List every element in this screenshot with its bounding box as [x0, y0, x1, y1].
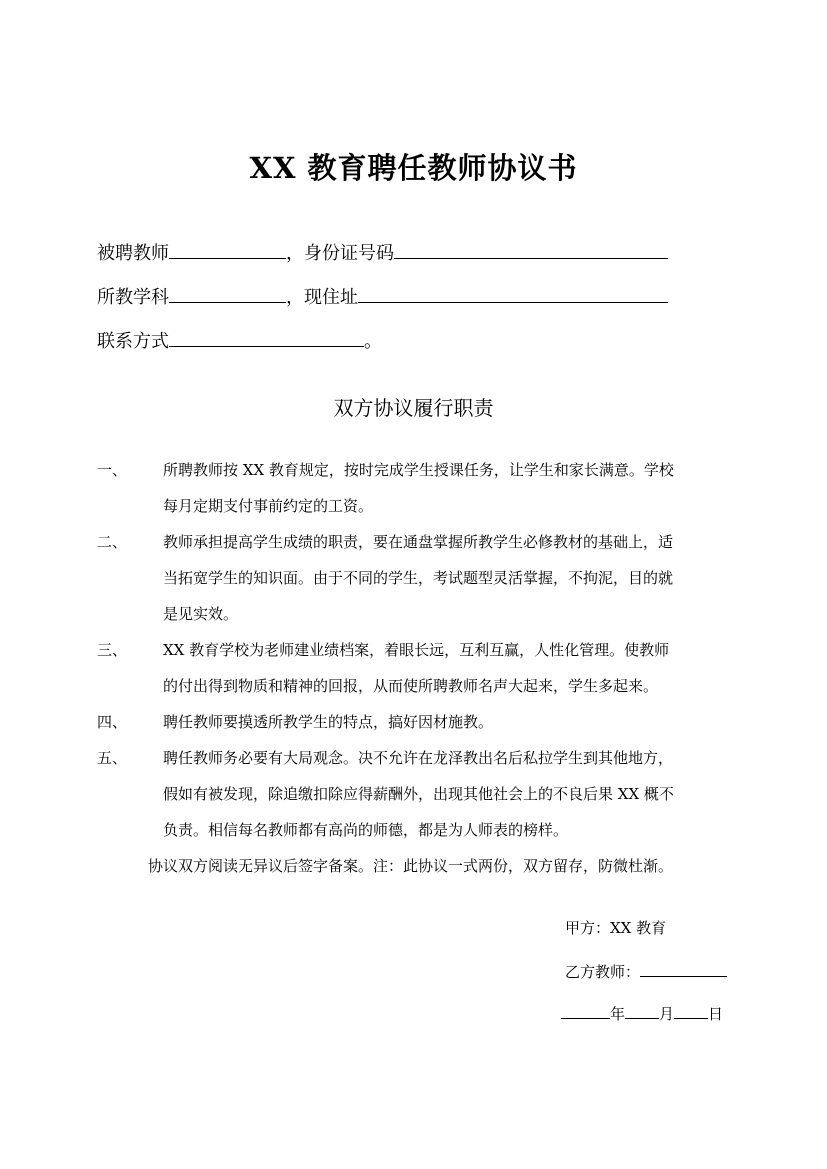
- year-label: 年: [610, 1005, 626, 1023]
- clause-5-line-2: 假如有被发现，除追缴扣除应得薪酬外，出现其他社会上的不良后果 XX 概不: [163, 785, 674, 803]
- clause-2-line-1: 教师承担提高学生成绩的职责，要在通盘掌握所教学生必修教材的基础上，适: [163, 533, 674, 551]
- address-label: ，现住址: [286, 287, 358, 308]
- clause-1-line-2: 每月定期支付事前约定的工资。: [163, 497, 374, 515]
- clause-2-number: 二、: [97, 533, 128, 551]
- year-blank[interactable]: [561, 1004, 610, 1019]
- document-title: XX 教育聘任教师协议书: [249, 151, 578, 185]
- party-b-signature-line: [565, 962, 727, 982]
- clause-5-line-3: 负责。相信每名教师都有高尚的师德，都是为人师表的榜样。: [163, 821, 569, 839]
- party-a-signature: 甲方：XX 教育: [565, 919, 667, 937]
- teacher-name-blank[interactable]: [169, 240, 286, 259]
- contact-end: 。: [364, 331, 382, 352]
- month-blank[interactable]: [625, 1004, 659, 1019]
- subject-label: 所教学科: [97, 287, 169, 308]
- clause-2-line-3: 是见实效。: [163, 605, 239, 623]
- contact-label: 联系方式: [97, 331, 169, 352]
- id-number-blank[interactable]: [394, 240, 668, 259]
- contact-line: [97, 328, 382, 352]
- clause-4-number: 四、: [97, 713, 128, 731]
- teacher-id-line: [97, 240, 668, 264]
- subject-address-line: [97, 284, 668, 308]
- agreement-note: 协议双方阅读无异议后签字备案。注：此协议一式两份，双方留存，防微杜渐。: [148, 857, 674, 875]
- clause-2-line-2: 当拓宽学生的知识面。由于不同的学生，考试题型灵活掌握，不拘泥，目的就: [163, 569, 674, 587]
- date-line: [561, 1004, 723, 1024]
- clause-5-line-1: 聘任教师务必要有大局观念。决不允许在龙泽教出名后私拉学生到其他地方，: [163, 749, 674, 767]
- clause-1-line-1: 所聘教师按 XX 教育规定，按时完成学生授课任务，让学生和家长满意。学校: [163, 461, 674, 479]
- clause-3-line-1: XX 教育学校为老师建业绩档案，着眼长远，互利互赢，人性化管理。使教师: [163, 641, 670, 659]
- clause-3-line-2: 的付出得到物质和精神的回报，从而使所聘教师名声大起来，学生多起来。: [163, 677, 659, 695]
- id-label: ，身份证号码: [286, 243, 394, 264]
- clause-1-number: 一、: [97, 461, 128, 479]
- teacher-label: 被聘教师: [97, 243, 169, 264]
- contact-blank[interactable]: [169, 328, 364, 347]
- clause-4-line-1: 聘任教师要摸透所教学生的特点，搞好因材施教。: [163, 713, 494, 731]
- subject-blank[interactable]: [169, 284, 286, 303]
- clause-5-number: 五、: [97, 749, 128, 767]
- address-blank[interactable]: [358, 284, 668, 303]
- clause-3-number: 三、: [97, 641, 128, 659]
- day-label: 日: [708, 1005, 724, 1023]
- section-title: 双方协议履行职责: [333, 396, 494, 420]
- month-label: 月: [659, 1005, 675, 1023]
- party-b-label: 乙方教师：: [565, 963, 641, 981]
- party-b-blank[interactable]: [640, 962, 727, 977]
- day-blank[interactable]: [674, 1004, 708, 1019]
